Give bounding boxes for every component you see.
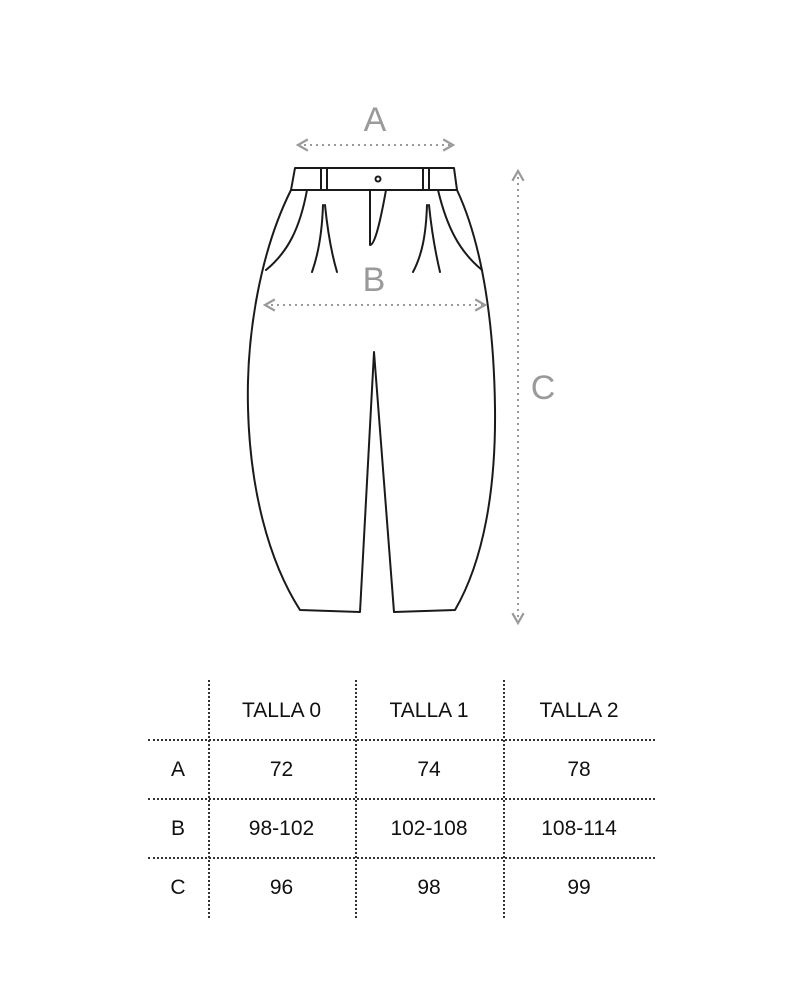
dimension-a-label: A: [363, 101, 387, 139]
table-cell: 102-108: [390, 816, 468, 840]
table-cell: 74: [417, 757, 441, 781]
table-cell: 98-102: [248, 816, 315, 840]
waistband: [291, 168, 457, 190]
table-cell: 72: [269, 757, 294, 781]
pants-body: [248, 190, 495, 612]
belt-loop-right: [423, 168, 429, 190]
header-cell: TALLA 0: [242, 698, 321, 722]
dimension-b-label: B: [362, 261, 386, 299]
dimension-c-label: C: [530, 369, 556, 407]
header-cell: TALLA 1: [389, 698, 469, 722]
header-cell: TALLA 2: [539, 698, 619, 722]
pleat-left-inner: [325, 205, 337, 272]
row-label: C: [170, 875, 186, 899]
pleat-right-outer: [413, 205, 427, 272]
row-label: B: [170, 816, 185, 840]
pants-outline: [248, 168, 495, 612]
size-table: [148, 680, 655, 918]
button-icon: [376, 177, 381, 182]
table-cell: 98: [417, 875, 441, 899]
table-cell: 78: [567, 757, 591, 781]
pocket-left: [266, 190, 307, 270]
belt-loop-left: [321, 168, 327, 190]
pocket-right: [438, 190, 482, 270]
pleat-right-inner: [429, 205, 440, 272]
table-cell: 99: [567, 875, 591, 899]
fly: [370, 190, 386, 245]
table-cell: 108-114: [541, 816, 617, 840]
pleat-left-outer: [312, 205, 323, 272]
table-cell: 96: [269, 875, 294, 899]
row-label: A: [170, 757, 185, 781]
